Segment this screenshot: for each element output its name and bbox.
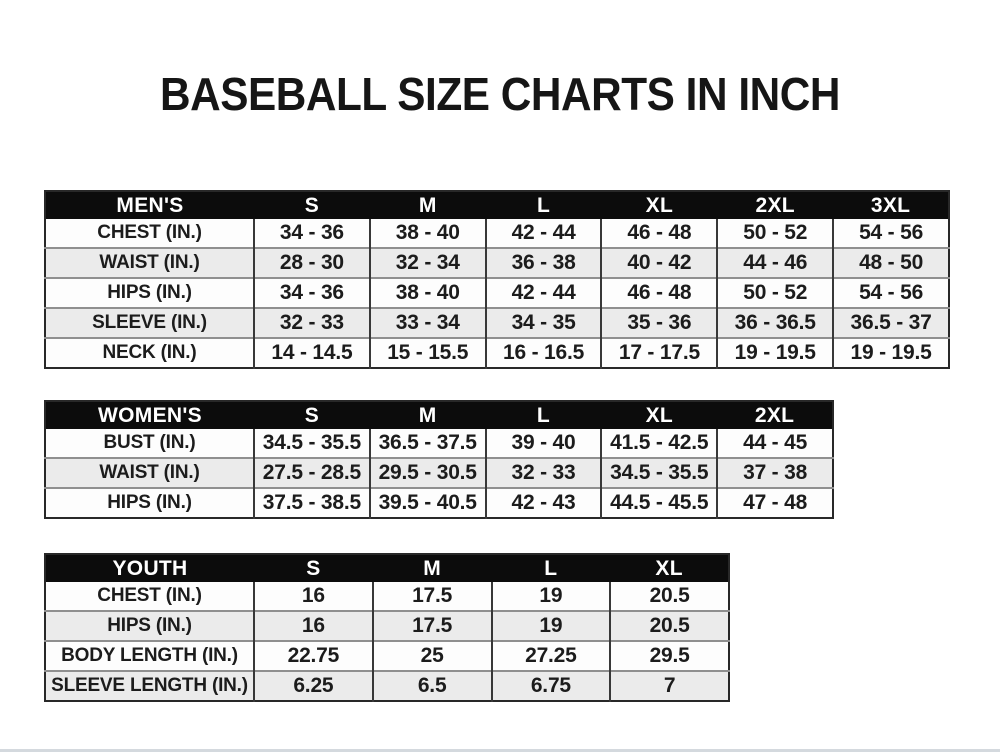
size-value-cell: 50 - 52 bbox=[717, 278, 833, 308]
section-label: MEN'S bbox=[45, 191, 254, 219]
size-value-cell: 6.75 bbox=[492, 671, 611, 701]
row-label: SLEEVE LENGTH (IN.) bbox=[45, 671, 254, 701]
size-value-cell: 37 - 38 bbox=[717, 458, 833, 488]
table-row bbox=[45, 488, 833, 518]
size-value-cell: 14 - 14.5 bbox=[254, 338, 370, 368]
row-label: HIPS (IN.) bbox=[45, 278, 254, 308]
size-value-cell: 50 - 52 bbox=[717, 219, 833, 248]
size-column-header: XL bbox=[601, 191, 717, 219]
size-value-cell: 17.5 bbox=[373, 582, 492, 611]
size-value-cell: 20.5 bbox=[610, 582, 729, 611]
row-label: CHEST (IN.) bbox=[45, 582, 254, 611]
table-row bbox=[45, 671, 729, 701]
size-column-header: XL bbox=[610, 554, 729, 582]
size-column-header: M bbox=[370, 401, 486, 429]
size-column-header: S bbox=[254, 191, 370, 219]
row-label: BUST (IN.) bbox=[45, 429, 254, 458]
size-column-header: 3XL bbox=[833, 191, 949, 219]
size-value-cell: 42 - 44 bbox=[486, 278, 602, 308]
size-value-cell: 39 - 40 bbox=[486, 429, 602, 458]
size-value-cell: 34.5 - 35.5 bbox=[254, 429, 370, 458]
size-value-cell: 33 - 34 bbox=[370, 308, 486, 338]
header-row bbox=[45, 191, 949, 219]
row-label: CHEST (IN.) bbox=[45, 219, 254, 248]
row-label: SLEEVE (IN.) bbox=[45, 308, 254, 338]
table-row bbox=[45, 429, 833, 458]
section-label: WOMEN'S bbox=[45, 401, 254, 429]
size-value-cell: 22.75 bbox=[254, 641, 373, 671]
size-value-cell: 46 - 48 bbox=[601, 219, 717, 248]
size-value-cell: 40 - 42 bbox=[601, 248, 717, 278]
size-column-header: 2XL bbox=[717, 191, 833, 219]
size-value-cell: 46 - 48 bbox=[601, 278, 717, 308]
table-row bbox=[45, 458, 833, 488]
mens-size-table bbox=[44, 190, 950, 369]
size-value-cell: 19 bbox=[492, 611, 611, 641]
size-value-cell: 35 - 36 bbox=[601, 308, 717, 338]
size-column-header: 2XL bbox=[717, 401, 833, 429]
size-value-cell: 36 - 36.5 bbox=[717, 308, 833, 338]
size-value-cell: 38 - 40 bbox=[370, 278, 486, 308]
table-row bbox=[45, 338, 949, 368]
row-label: WAIST (IN.) bbox=[45, 248, 254, 278]
size-value-cell: 6.25 bbox=[254, 671, 373, 701]
size-value-cell: 42 - 44 bbox=[486, 219, 602, 248]
size-column-header: XL bbox=[601, 401, 717, 429]
size-value-cell: 42 - 43 bbox=[486, 488, 602, 518]
size-column-header: M bbox=[373, 554, 492, 582]
size-value-cell: 34 - 36 bbox=[254, 278, 370, 308]
row-label: BODY LENGTH (IN.) bbox=[45, 641, 254, 671]
size-column-header: L bbox=[492, 554, 611, 582]
size-column-header: L bbox=[486, 191, 602, 219]
table-row bbox=[45, 219, 949, 248]
size-value-cell: 19 - 19.5 bbox=[717, 338, 833, 368]
size-value-cell: 36.5 - 37.5 bbox=[370, 429, 486, 458]
size-value-cell: 54 - 56 bbox=[833, 219, 949, 248]
size-value-cell: 34 - 36 bbox=[254, 219, 370, 248]
table-row bbox=[45, 641, 729, 671]
size-value-cell: 28 - 30 bbox=[254, 248, 370, 278]
size-value-cell: 34.5 - 35.5 bbox=[601, 458, 717, 488]
row-label: HIPS (IN.) bbox=[45, 611, 254, 641]
size-value-cell: 29.5 bbox=[610, 641, 729, 671]
table-row bbox=[45, 582, 729, 611]
table-row bbox=[45, 278, 949, 308]
size-value-cell: 16 bbox=[254, 611, 373, 641]
size-column-header: M bbox=[370, 191, 486, 219]
size-value-cell: 34 - 35 bbox=[486, 308, 602, 338]
size-value-cell: 27.25 bbox=[492, 641, 611, 671]
row-label: NECK (IN.) bbox=[45, 338, 254, 368]
size-value-cell: 54 - 56 bbox=[833, 278, 949, 308]
header-row bbox=[45, 401, 833, 429]
size-column-header: S bbox=[254, 401, 370, 429]
size-value-cell: 44 - 46 bbox=[717, 248, 833, 278]
size-value-cell: 36 - 38 bbox=[486, 248, 602, 278]
womens-size-table bbox=[44, 400, 834, 519]
size-value-cell: 19 bbox=[492, 582, 611, 611]
size-value-cell: 39.5 - 40.5 bbox=[370, 488, 486, 518]
size-value-cell: 32 - 33 bbox=[486, 458, 602, 488]
size-value-cell: 16 - 16.5 bbox=[486, 338, 602, 368]
size-value-cell: 7 bbox=[610, 671, 729, 701]
size-value-cell: 16 bbox=[254, 582, 373, 611]
size-value-cell: 15 - 15.5 bbox=[370, 338, 486, 368]
section-label: YOUTH bbox=[45, 554, 254, 582]
size-value-cell: 36.5 - 37 bbox=[833, 308, 949, 338]
header-row bbox=[45, 554, 729, 582]
size-value-cell: 44 - 45 bbox=[717, 429, 833, 458]
size-value-cell: 41.5 - 42.5 bbox=[601, 429, 717, 458]
row-label: WAIST (IN.) bbox=[45, 458, 254, 488]
youth-size-table bbox=[44, 553, 730, 702]
size-value-cell: 47 - 48 bbox=[717, 488, 833, 518]
size-value-cell: 27.5 - 28.5 bbox=[254, 458, 370, 488]
size-value-cell: 17.5 bbox=[373, 611, 492, 641]
size-column-header: L bbox=[486, 401, 602, 429]
size-value-cell: 32 - 34 bbox=[370, 248, 486, 278]
row-label: HIPS (IN.) bbox=[45, 488, 254, 518]
size-value-cell: 29.5 - 30.5 bbox=[370, 458, 486, 488]
size-value-cell: 32 - 33 bbox=[254, 308, 370, 338]
size-value-cell: 6.5 bbox=[373, 671, 492, 701]
table-row bbox=[45, 248, 949, 278]
size-value-cell: 48 - 50 bbox=[833, 248, 949, 278]
page-title: BASEBALL SIZE CHARTS IN INCH bbox=[160, 68, 840, 120]
size-value-cell: 44.5 - 45.5 bbox=[601, 488, 717, 518]
size-value-cell: 25 bbox=[373, 641, 492, 671]
table-row bbox=[45, 308, 949, 338]
size-value-cell: 38 - 40 bbox=[370, 219, 486, 248]
size-value-cell: 19 - 19.5 bbox=[833, 338, 949, 368]
table-row bbox=[45, 611, 729, 641]
size-column-header: S bbox=[254, 554, 373, 582]
size-value-cell: 37.5 - 38.5 bbox=[254, 488, 370, 518]
size-value-cell: 20.5 bbox=[610, 611, 729, 641]
size-value-cell: 17 - 17.5 bbox=[601, 338, 717, 368]
